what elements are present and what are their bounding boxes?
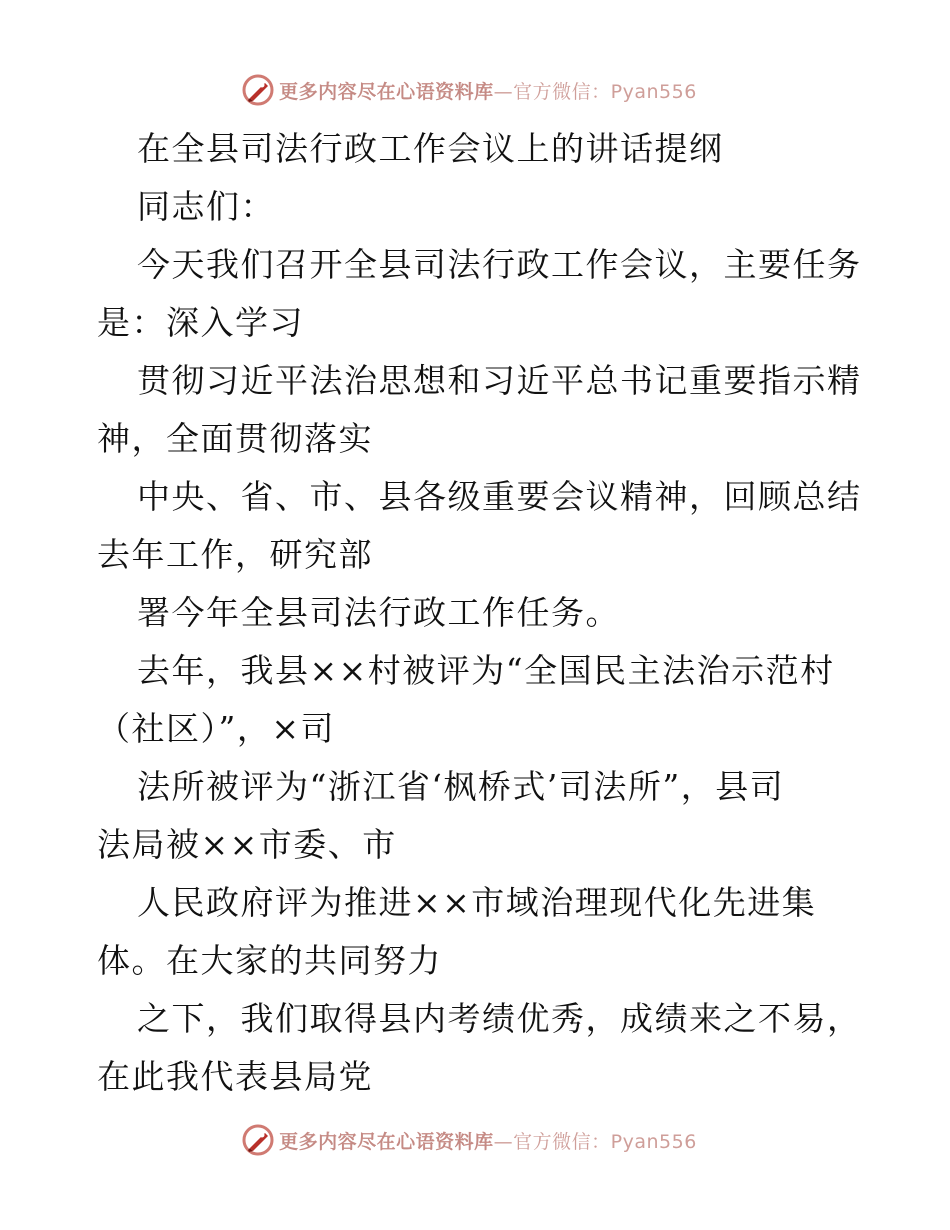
footer-site-text: 更多内容尽在心语资料库 — [279, 1130, 494, 1153]
paragraph-line: 体。在大家的共同努力 — [97, 941, 442, 980]
salutation: 同志们： — [137, 187, 275, 226]
paragraph-line: （社区）”，×司 — [97, 709, 336, 748]
paragraph-line: 法局被××市委、市 — [97, 825, 397, 864]
paragraph-line: 贯彻习近平法治思想和习近平总书记重要指示精 — [137, 361, 862, 400]
header-site-text: 更多内容尽在心语资料库 — [279, 80, 494, 103]
pen-logo-icon — [241, 1123, 275, 1157]
paragraph-line: 去年，我县××村被评为“全国民主法治示范村 — [137, 651, 835, 690]
paragraph-line: 中央、省、市、县各级重要会议精神，回顾总结 — [137, 477, 862, 516]
header-banner-text — [279, 77, 697, 104]
document-title: 在全县司法行政工作会议上的讲话提纲 — [137, 129, 724, 168]
footer-wechat-text: —官方微信：Pyan556 — [493, 1130, 697, 1153]
pen-logo-icon — [241, 73, 275, 107]
header-banner — [0, 70, 950, 110]
document-body — [97, 120, 862, 1106]
footer-banner-content — [241, 1123, 697, 1157]
header-banner-content — [241, 73, 697, 107]
paragraph-line: 之下，我们取得县内考绩优秀，成绩来之不易， — [137, 999, 862, 1038]
footer-banner — [0, 1120, 950, 1160]
paragraph-line: 是：深入学习 — [97, 303, 304, 342]
footer-banner-text — [279, 1127, 697, 1154]
paragraph-line: 去年工作，研究部 — [97, 535, 373, 574]
paragraph-line: 法所被评为“浙江省‘枫桥式’司法所”，县司 — [137, 767, 785, 806]
paragraph-line: 署今年全县司法行政工作任务。 — [137, 593, 620, 632]
header-wechat-text: —官方微信：Pyan556 — [493, 80, 697, 103]
paragraph-line: 人民政府评为推进××市域治理现代化先进集 — [137, 883, 817, 922]
paragraph-line: 在此我代表县局党 — [97, 1057, 373, 1096]
paragraph-line: 神，全面贯彻落实 — [97, 419, 373, 458]
paragraph-line: 今天我们召开全县司法行政工作会议，主要任务 — [137, 245, 862, 284]
